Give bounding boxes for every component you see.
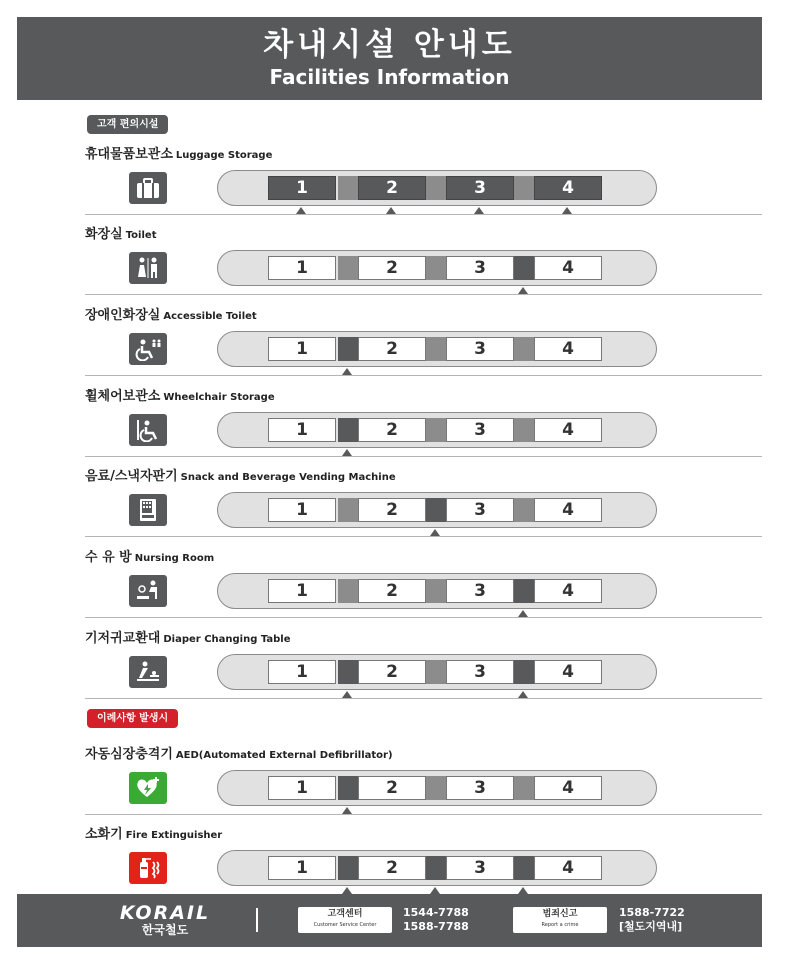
car-1: 1 [268,337,336,361]
car-connector [338,176,358,200]
facility-row-aed [17,735,762,815]
customer-center-label: 고객센터 [327,909,363,919]
car-connector [338,337,358,361]
car-1: 1 [268,256,336,280]
facility-name-ko: 소화기 [85,827,123,842]
location-marker [342,807,352,814]
car-4: 4 [534,498,602,522]
car-4: 4 [534,856,602,880]
car-4: 4 [534,660,602,684]
row-divider [85,375,762,376]
location-marker [342,887,352,894]
vending-machine-icon [129,494,167,526]
car-4: 4 [534,579,602,603]
facility-title [85,223,156,242]
car-connector [514,579,534,603]
car-connector [338,498,358,522]
car-2: 2 [358,498,426,522]
car-connector [426,256,446,280]
facility-name-ko: 휠체어보관소 [85,389,161,404]
car-4: 4 [534,776,602,800]
car-2: 2 [358,856,426,880]
location-marker [430,887,440,894]
car-3: 3 [446,418,514,442]
facility-name-ko: 자동심장충격기 [85,747,173,762]
facility-row-luggage [17,135,762,215]
location-marker [518,287,528,294]
car-connector [514,776,534,800]
section-label-emergency: 이례사항 발생시 [87,709,178,728]
car-2: 2 [358,579,426,603]
car-connector [426,337,446,361]
header-banner [17,17,762,100]
car-connector [338,418,358,442]
car-1: 1 [268,498,336,522]
facility-name-ko: 음료/스낵자판기 [85,469,178,484]
car-2: 2 [358,337,426,361]
customer-number-1: 1544-7788 [403,906,469,919]
car-4: 4 [534,256,602,280]
car-connector [338,856,358,880]
train-diagram [217,331,657,367]
location-marker [386,207,396,214]
car-connector [426,498,446,522]
diaper-table-icon [129,656,167,688]
row-divider [85,698,762,699]
customer-number-2: 1588-7788 [403,920,469,933]
location-marker [430,529,440,536]
train-diagram [217,573,657,609]
brand-name-ko: 한국철도 [141,923,189,937]
customer-center-badge [298,907,392,933]
car-1: 1 [268,579,336,603]
facility-row-diaper [17,619,762,699]
row-divider [85,617,762,618]
facility-name-en: Nursing Room [134,553,215,564]
facility-row-toilet [17,215,762,295]
facility-row-accessible-toilet [17,296,762,376]
car-2: 2 [358,776,426,800]
facilities-sheet [17,17,762,947]
car-3: 3 [446,579,514,603]
footer-divider [256,908,258,932]
row-divider [85,536,762,537]
car-connector [514,660,534,684]
location-marker [474,207,484,214]
car-connector [338,256,358,280]
facility-title [85,465,396,484]
footer-bar [17,894,762,947]
car-connector [338,579,358,603]
train-diagram [217,770,657,806]
car-3: 3 [446,176,514,200]
facility-name-en: AED(Automated External Defibrillator) [175,750,393,761]
facility-title [85,143,272,162]
car-2: 2 [358,418,426,442]
car-3: 3 [446,337,514,361]
car-3: 3 [446,498,514,522]
car-1: 1 [268,176,336,200]
location-marker [518,610,528,617]
facility-title [85,627,291,646]
facility-name-ko: 휴대물품보관소 [85,147,173,162]
luggage-icon [129,172,167,204]
facility-title [85,385,275,404]
train-diagram [217,850,657,886]
facility-name-en: Snack and Beverage Vending Machine [180,472,396,483]
car-connector [514,256,534,280]
car-4: 4 [534,337,602,361]
facility-name-ko: 화장실 [85,227,123,242]
car-3: 3 [446,256,514,280]
train-diagram [217,170,657,206]
car-4: 4 [534,418,602,442]
car-connector [426,418,446,442]
facility-row-nursing [17,538,762,618]
fire-extinguisher-icon [129,852,167,884]
car-3: 3 [446,776,514,800]
korail-logo [95,903,235,937]
car-connector [426,856,446,880]
report-number-2: [철도지역내] [619,920,683,933]
facility-title [85,823,222,842]
facility-name-en: Luggage Storage [175,150,273,161]
customer-center-label-en: Customer Service Center [313,922,377,928]
car-1: 1 [268,856,336,880]
accessible-toilet-icon [129,333,167,365]
car-connector [426,776,446,800]
car-3: 3 [446,660,514,684]
facility-title [85,743,393,762]
car-4: 4 [534,176,602,200]
nursing-room-icon [129,575,167,607]
page-title-en: Facilities Information [269,65,510,89]
car-connector [514,176,534,200]
toilet-icon [129,252,167,284]
section-label-convenience: 고객 편의시설 [87,115,168,134]
facility-name-ko: 수 유 방 [85,550,132,565]
page-title-ko: 차내시설 안내도 [263,27,516,63]
car-1: 1 [268,660,336,684]
car-2: 2 [358,176,426,200]
facility-name-en: Toilet [125,230,157,241]
facility-name-en: Diaper Changing Table [163,634,291,645]
wheelchair-icon [129,414,167,446]
car-1: 1 [268,418,336,442]
location-marker [296,207,306,214]
car-connector [426,660,446,684]
car-connector [426,579,446,603]
facility-row-vending [17,457,762,537]
report-crime-label: 범죄신고 [542,909,578,919]
facility-name-en: Fire Extinguisher [125,830,223,841]
car-1: 1 [268,776,336,800]
train-diagram [217,250,657,286]
location-marker [342,449,352,456]
facility-name-ko: 기저귀교환대 [85,631,161,646]
brand-name: KORAIL [119,902,211,924]
facility-row-wheelchair [17,377,762,457]
facility-title [85,304,257,323]
report-crime-numbers [619,906,685,934]
report-crime-label-en: Report a crime [541,922,579,928]
aed-icon [129,772,167,804]
car-connector [514,856,534,880]
row-divider [85,294,762,295]
car-connector [514,498,534,522]
facility-name-en: Accessible Toilet [163,311,257,322]
location-marker [342,368,352,375]
customer-center-numbers [403,906,469,934]
car-connector [426,176,446,200]
car-connector [514,418,534,442]
train-diagram [217,492,657,528]
facility-title [85,546,214,565]
car-2: 2 [358,660,426,684]
location-marker [342,691,352,698]
location-marker [518,691,528,698]
facility-name-en: Wheelchair Storage [163,392,275,403]
location-marker [518,887,528,894]
car-connector [338,660,358,684]
car-2: 2 [358,256,426,280]
report-crime-badge [513,907,607,933]
facility-row-extinguisher [17,815,762,895]
train-diagram [217,412,657,448]
car-connector [338,776,358,800]
location-marker [562,207,572,214]
train-diagram [217,654,657,690]
report-number-1: 1588-7722 [619,906,685,919]
facility-name-ko: 장애인화장실 [85,308,161,323]
car-connector [514,337,534,361]
car-3: 3 [446,856,514,880]
